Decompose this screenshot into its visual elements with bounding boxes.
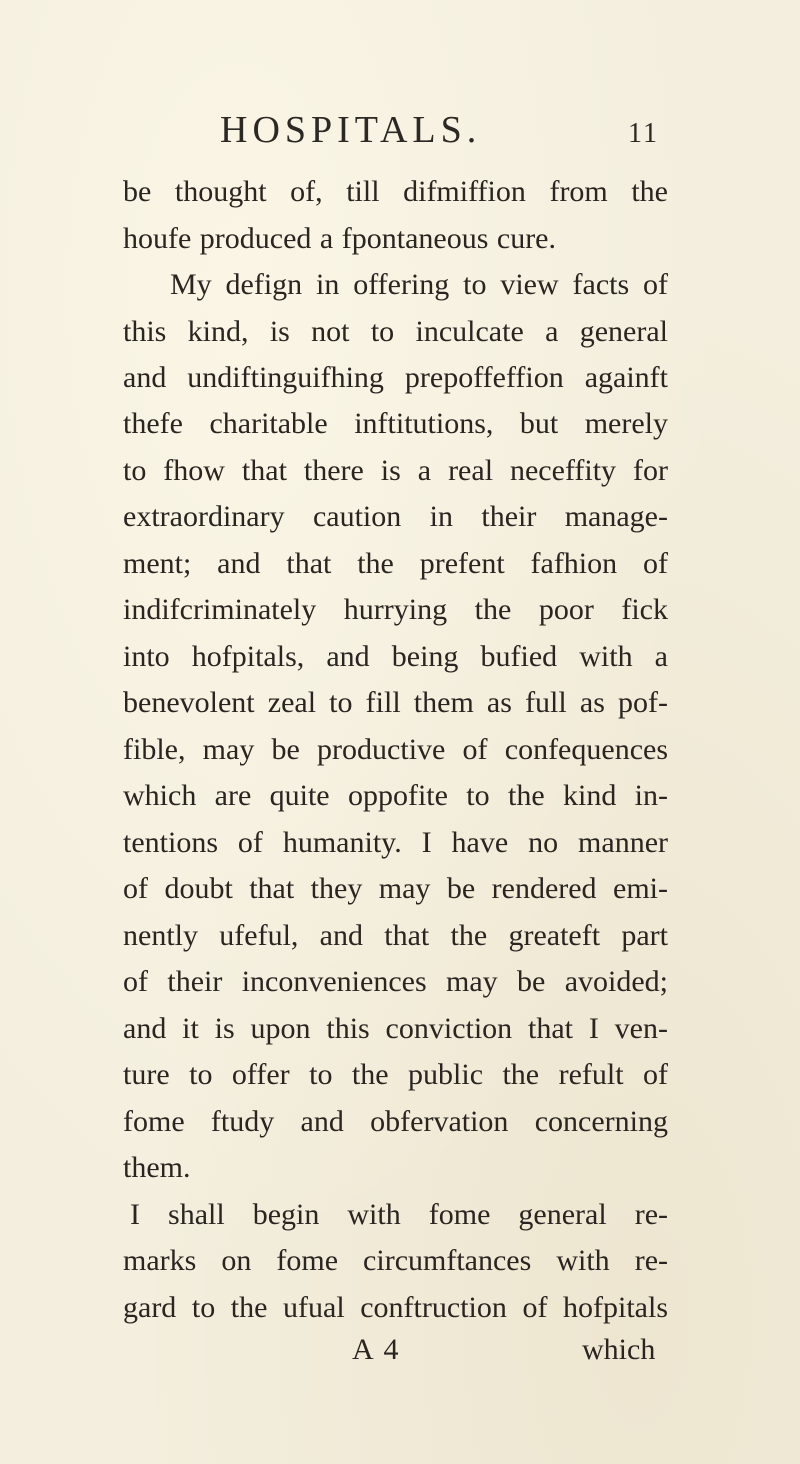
text-line: to fhow that there is a real neceffity for xyxy=(123,454,668,487)
text-line: gard to the ufual conftruction of hofpitals xyxy=(123,1291,668,1324)
text-line: houfe produced a fpontaneous cure. xyxy=(123,222,556,255)
page-footer xyxy=(0,1330,800,1372)
text-line: of their inconveniences may be avoided; xyxy=(123,965,668,998)
running-title: HOSPITALS. xyxy=(220,109,482,151)
text-line: ment; and that the prefent fafhion of xyxy=(123,547,668,580)
signature-mark: A 4 xyxy=(352,1333,401,1366)
catchword: which xyxy=(582,1333,656,1366)
text-line: and undiftinguifhing prepoffeffion againft xyxy=(123,361,668,394)
text-line: extraordinary caution in their manage- xyxy=(123,500,668,533)
text-line: fome ftudy and obfervation concerning xyxy=(123,1105,668,1138)
text-line: marks on fome circumftances with re- xyxy=(123,1244,668,1277)
text-line: be thought of, till difmiffion from the xyxy=(123,175,668,208)
text-line: ture to offer to the public the refult of xyxy=(123,1058,668,1091)
paragraph-opening-line: I shall begin with fome general re- xyxy=(130,1198,668,1231)
text-line: into hofpitals, and being bufied with a xyxy=(123,640,668,673)
text-line: fible, may be productive of confequences xyxy=(123,733,668,766)
text-line: them. xyxy=(123,1151,191,1184)
running-head xyxy=(0,100,800,150)
text-line: and it is upon this conviction that I ven- xyxy=(123,1012,668,1045)
text-line: thefe charitable inftitutions, but merely xyxy=(123,407,668,440)
paragraph-opening-line: My defign in offering to view facts of xyxy=(170,268,668,301)
page-number: 11 xyxy=(628,118,659,149)
text-line: which are quite oppofite to the kind in- xyxy=(123,779,668,812)
text-line: of doubt that they may be rendered emi- xyxy=(123,872,668,905)
text-line: tentions of humanity. I have no manner xyxy=(123,826,668,859)
text-line: nently ufeful, and that the greateft part xyxy=(123,919,668,952)
text-line: benevolent zeal to fill them as full as pof- xyxy=(123,686,668,719)
text-line: indifcriminately hurrying the poor fick xyxy=(123,593,668,626)
text-line: this kind, is not to inculcate a general xyxy=(123,315,668,348)
